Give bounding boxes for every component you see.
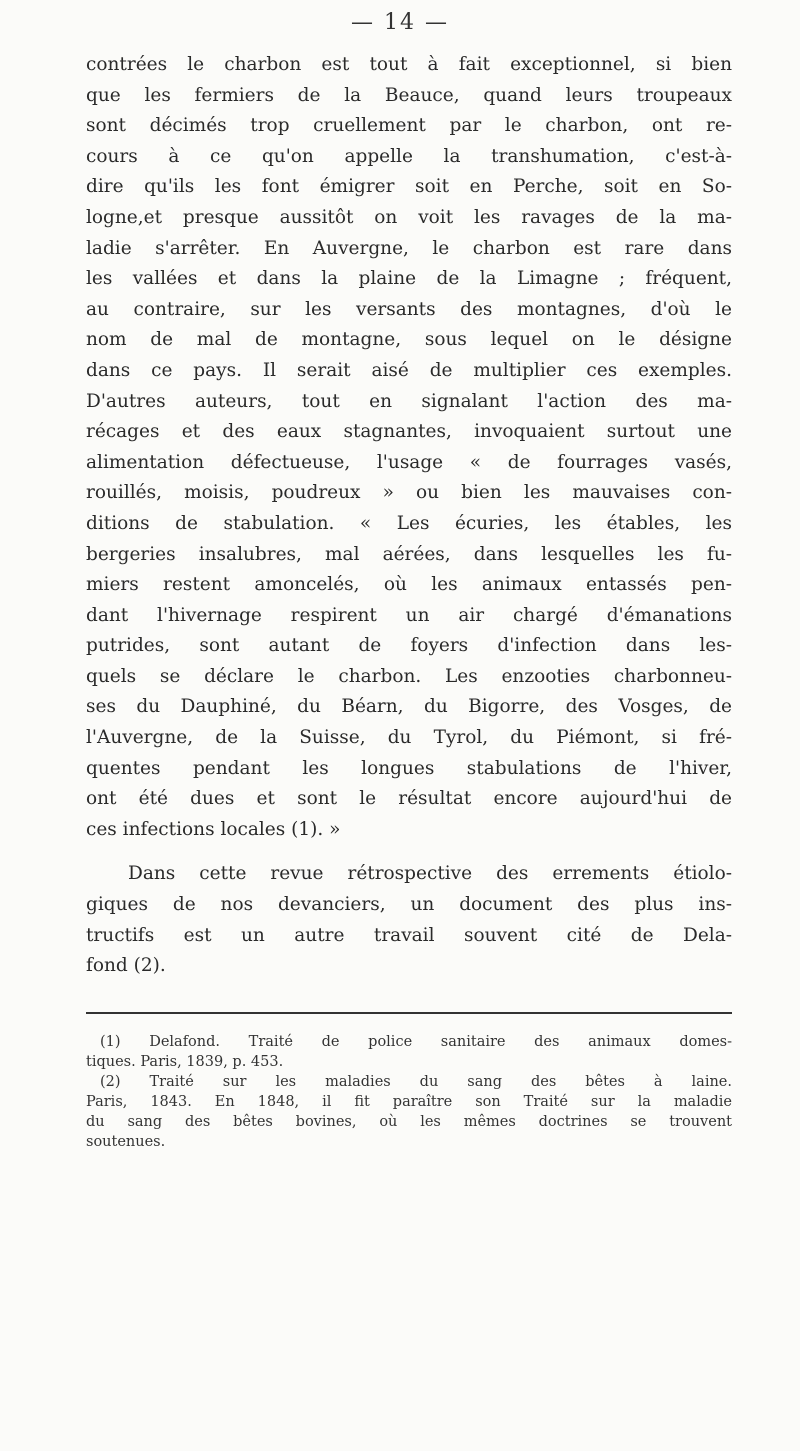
text-line: D'autres auteurs, tout en signalant l'action des ma- (86, 390, 732, 412)
text-line: quels se déclare le charbon. Les enzooties charbonneu- (86, 665, 732, 687)
text-line: les vallées et dans la plaine de la Limagne ; fréquent, (86, 268, 732, 290)
text-line: dans ce pays. Il serait aisé de multiplier ces exemples. (86, 359, 732, 381)
paragraph-gap (86, 845, 732, 859)
text-line: ditions de stabulation. « Les écuries, les étables, les (86, 512, 732, 534)
text-line: que les fermiers de la Beauce, quand leurs troupeaux (86, 84, 732, 106)
footnote-line: du sang des bêtes bovines, où les mêmes doctrines se trouvent (86, 1114, 732, 1130)
paragraph-1 (86, 50, 732, 845)
text-line: ont été dues et sont le résultat encore aujourd'hui de (86, 788, 732, 810)
footnote-line: (1) Delafond. Traité de police sanitaire des animaux domes- (100, 1034, 732, 1050)
text-line: giques de nos devanciers, un document des plus ins- (86, 894, 732, 916)
text-line: dire qu'ils les font émigrer soit en Perche, soit en So- (86, 176, 732, 198)
text-line: ses du Dauphiné, du Béarn, du Bigorre, des Vosges, de (86, 696, 732, 718)
text-line: logne,et presque aussitôt on voit les ravages de la ma- (86, 206, 732, 228)
paragraph-2 (86, 859, 732, 981)
text-line: miers restent amoncelés, où les animaux entassés pen- (86, 574, 732, 596)
text-line: alimentation défectueuse, l'usage « de fourrages vasés, (86, 451, 732, 473)
footnote-line: soutenues. (86, 1134, 166, 1150)
text-line: dant l'hivernage respirent un air chargé d'émanations (86, 604, 732, 626)
footnote-line: Paris, 1843. En 1848, il fit paraître son Traité sur la maladie (86, 1094, 732, 1110)
text-line: quentes pendant les longues stabulations de l'hiver, (86, 757, 732, 779)
text-line: rouillés, moisis, poudreux » ou bien les mauvaises con- (86, 482, 732, 504)
main-text (86, 50, 732, 982)
text-line: ces infections locales (1). » (86, 818, 341, 840)
text-line: l'Auvergne, de la Suisse, du Tyrol, du Piémont, si fré- (86, 727, 732, 749)
footnote-divider (86, 1012, 732, 1014)
text-line: Dans cette revue rétrospective des errements étiolo- (128, 863, 732, 885)
text-line: cours à ce qu'on appelle la transhumation, c'est-à- (86, 145, 732, 167)
text-line: bergeries insalubres, mal aérées, dans lesquelles les fu- (86, 543, 732, 565)
text-line: nom de mal de montagne, sous lequel on le désigne (86, 329, 732, 351)
footnote-line: tiques. Paris, 1839, p. 453. (86, 1054, 284, 1070)
text-line: contrées le charbon est tout à fait exceptionnel, si bien (86, 54, 732, 75)
text-line: sont décimés trop cruellement par le charbon, ont re- (86, 115, 732, 137)
text-line: fond (2). (86, 955, 166, 977)
text-line: ladie s'arrêter. En Auvergne, le charbon est rare dans (86, 237, 732, 259)
footnotes (86, 1032, 732, 1152)
text-line: tructifs est un autre travail souvent cité de Dela- (86, 924, 732, 946)
text-line: récages et des eaux stagnantes, invoquaient surtout une (86, 421, 732, 443)
text-line: au contraire, sur les versants des montagnes, d'où le (86, 298, 732, 320)
page-number: — 14 — (351, 10, 449, 35)
footnote-line: (2) Traité sur les maladies du sang des bêtes à laine. (100, 1074, 732, 1090)
text-line: putrides, sont autant de foyers d'infection dans les- (86, 635, 732, 657)
